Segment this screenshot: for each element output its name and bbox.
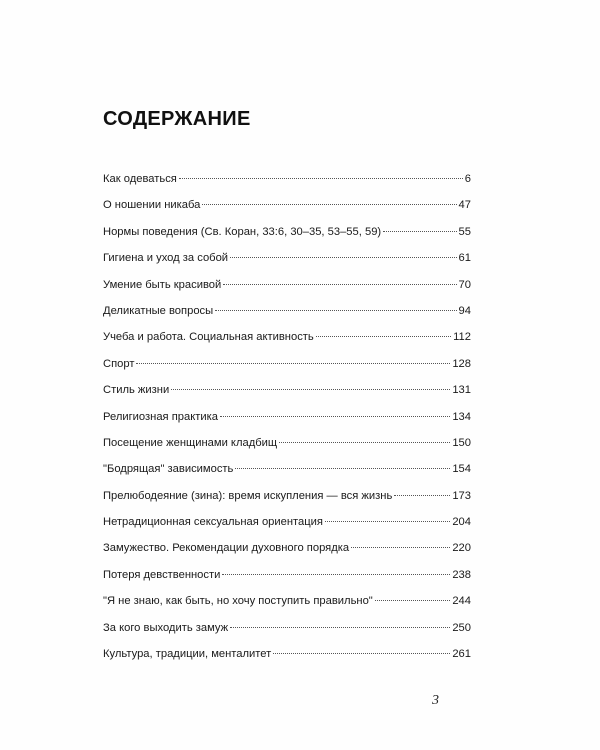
toc-heading: СОДЕРЖАНИЕ (103, 108, 251, 130)
toc-entry-title: Гигиена и уход за собой (103, 252, 229, 265)
toc-entry (103, 277, 471, 303)
dot-leader (325, 521, 450, 522)
dot-leader (316, 336, 451, 337)
dot-leader (215, 310, 456, 311)
toc-entry (103, 171, 471, 197)
toc-entry-title: Прелюбодеяние (зина): время искупления — вся жизнь (103, 489, 393, 502)
toc-entry-title: О ношении никаба (103, 199, 201, 212)
toc-entry-page: 154 (452, 463, 471, 476)
dot-leader (179, 178, 463, 179)
toc-entry (103, 620, 471, 646)
toc-entry-title: "Бодрящая" зависимость (103, 463, 234, 476)
dot-leader (223, 284, 456, 285)
toc-entry-title: Религиозная практика (103, 410, 218, 423)
toc-entry-title: За кого выходить замуж (103, 621, 229, 634)
toc-entry (103, 224, 471, 250)
toc-entry (103, 540, 471, 566)
toc-entry-page: 47 (458, 199, 471, 212)
toc-entry-title: Умение быть красивой (103, 278, 222, 291)
toc-entry-page: 244 (452, 595, 471, 608)
dot-leader (383, 231, 456, 232)
dot-leader (202, 204, 456, 205)
toc-entry (103, 409, 471, 435)
toc-entry-page: 250 (452, 621, 471, 634)
toc-entry (103, 567, 471, 593)
toc-list (103, 171, 471, 672)
toc-entry (103, 382, 471, 408)
toc-entry-page: 131 (452, 384, 471, 397)
dot-leader (230, 627, 450, 628)
toc-entry-page: 220 (452, 542, 471, 555)
toc-entry (103, 488, 471, 514)
toc-entry (103, 303, 471, 329)
dot-leader (279, 442, 450, 443)
toc-entry-page: 134 (452, 410, 471, 423)
page-number: 3 (432, 693, 439, 708)
dot-leader (235, 468, 450, 469)
toc-entry-page: 150 (452, 436, 471, 449)
dot-leader (136, 363, 450, 364)
toc-entry-page: 128 (452, 357, 471, 370)
toc-entry (103, 593, 471, 619)
toc-entry-title: Культура, традиции, менталитет (103, 648, 272, 661)
toc-entry-title: Нетрадиционная сексуальная ориентация (103, 516, 323, 529)
toc-entry-title: Как одеваться (103, 173, 177, 185)
toc-entry (103, 646, 471, 672)
dot-leader (351, 547, 450, 548)
toc-entry-page: 112 (453, 331, 471, 344)
toc-entry-page: 61 (458, 252, 471, 265)
toc-entry-title: "Я не знаю, как быть, но хочу поступить правильно" (103, 595, 373, 608)
toc-entry-title: Замужество. Рекомендации духовного порядка (103, 542, 350, 555)
toc-entry (103, 250, 471, 276)
toc-entry-title: Нормы поведения (Св. Коран, 33:6, 30–35, 53–55, 59) (103, 225, 382, 238)
toc-entry-page: 261 (452, 648, 471, 661)
toc-entry (103, 435, 471, 461)
toc-entry-title: Посещение женщинами кладбищ (103, 436, 278, 449)
dot-leader (394, 495, 450, 496)
toc-entry-page: 6 (464, 173, 471, 185)
toc-entry-page: 173 (452, 489, 471, 502)
dot-leader (220, 416, 450, 417)
toc-entry-title: Спорт (103, 357, 135, 370)
dot-leader (375, 600, 451, 601)
toc-entry (103, 356, 471, 382)
toc-entry-page: 70 (458, 278, 471, 291)
toc-entry (103, 514, 471, 540)
toc-entry (103, 329, 471, 355)
dot-leader (171, 389, 450, 390)
dot-leader (273, 653, 450, 654)
toc-entry-title: Потеря девственности (103, 568, 221, 581)
toc-entry-title: Стиль жизни (103, 384, 170, 397)
toc-entry-page: 238 (452, 568, 471, 581)
toc-entry (103, 197, 471, 223)
toc-entry-title: Деликатные вопросы (103, 304, 214, 317)
toc-entry (103, 461, 471, 487)
dot-leader (230, 257, 456, 258)
toc-entry-page: 204 (452, 516, 471, 529)
toc-entry-page: 94 (458, 304, 471, 317)
toc-entry-title: Учеба и работа. Социальная активность (103, 331, 314, 344)
dot-leader (222, 574, 450, 575)
toc-entry-page: 55 (458, 225, 471, 238)
